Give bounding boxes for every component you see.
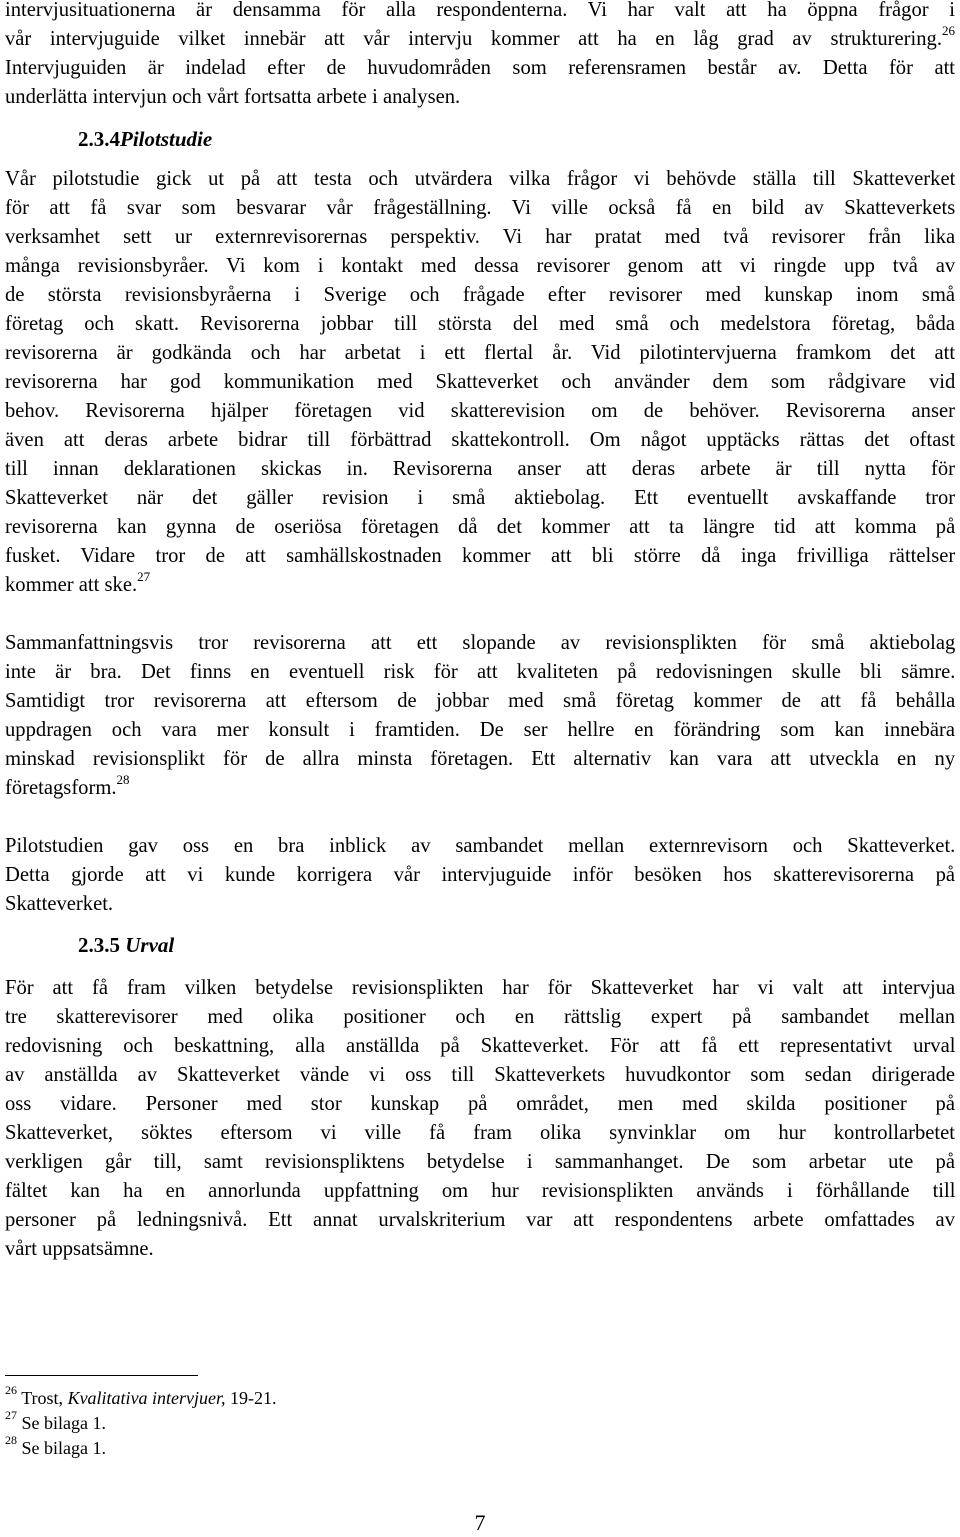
text-line: intervjusituationerna är densamma för alla respondenterna. Vi har valt att ha öppna frågor i [5, 0, 955, 21]
text-line: av anställda av Skatteverket vände vi oss till Skatteverkets huvudkontor som sedan dirigerade [5, 1064, 956, 1086]
text-line: Skatteverket när det gäller revision i små aktiebolag. Ett eventuellt avskaffande tror [5, 487, 956, 509]
text-line: företagsform.$^{28}$ [5, 772, 130, 799]
text-line: många revisionsbyråer. Vi kom i kontakt med dessa revisorer genom att vi ringde upp två av [5, 255, 956, 277]
urval-paragraph [5, 974, 955, 1264]
footnote-separator [5, 1375, 198, 1376]
text-line: uppdragen och vara mer konsult i framtiden. De ser hellre en förändring som kan innebära [5, 719, 955, 741]
section-heading-2-3-5 [78, 931, 174, 960]
text-line: revisorerna har god kommunikation med Skatteverket och använder dem som rådgivare vid [5, 371, 956, 393]
text-line: även att deras arbete bidrar till förbättrad skattekontroll. Om något upptäcks rättas det oftast [5, 429, 956, 451]
text-line: Skatteverket, söktes eftersom vi ville få fram olika synvinklar om hur kontrollarbetet [5, 1122, 955, 1144]
text-line: Samtidigt tror revisorerna att eftersom de jobbar med små företag kommer de att få behålla [5, 690, 956, 712]
pilotstudie-paragraph [5, 165, 955, 600]
text-line: vår intervjuguide vilket innebär att vår intervju kommer att ha en låg grad av strukturering.$^{26}$ [5, 23, 955, 50]
footnote-ref-27: 27 [137, 569, 151, 585]
text-line: För att få fram vilken betydelse revisionsplikten har för Skatteverket har vi valt att intervjua [5, 977, 956, 999]
footnote-number: 28 [5, 1433, 17, 1447]
text-line: fusket. Vidare tror de att samhällskostnaden kommer att bli större då inga frivilliga rättelser [5, 545, 956, 567]
text-line: oss vidare. Personer med stor kunskap på området, men med skilda positioner på [5, 1093, 955, 1115]
text-line: fältet kan ha en annorlunda uppfattning om hur revisionsplikten används i förhållande till [5, 1180, 956, 1202]
section-number: 2.3.5 [78, 933, 120, 957]
text-line: behov. Revisorerna hjälper företagen vid skatterevision om de behöver. Revisorerna anser [5, 400, 955, 422]
text-line: för att få svar som besvarar vår frågeställning. Vi ville också få en bild av Skatteverkets [5, 197, 956, 219]
footnote-number: 26 [5, 1383, 17, 1397]
text-line: till innan deklarationen skickas in. Revisorerna anser att deras arbete är till nytta för [5, 458, 955, 480]
text-line: företag och skatt. Revisorerna jobbar till största del med små och medelstora företag, båda [5, 313, 955, 335]
text-line: redovisning och beskattning, alla anställda på Skatteverket. För att få ett representativt urval [5, 1035, 956, 1057]
text-line: underlätta intervjun och vårt fortsatta arbete i analysen. [5, 86, 461, 108]
text-line: vårt uppsatsämne. [5, 1238, 154, 1260]
footnote-number: 27 [5, 1408, 17, 1422]
footnote-ref-28: 28 [116, 772, 130, 788]
text-line: inte är bra. Det finns en eventuell risk för att kvaliteten på redovisningen skulle bli sämre. [5, 661, 956, 683]
section-heading-2-3-4 [78, 125, 212, 154]
text-line: verkligen går till, samt revisionspliktens betydelse i sammanhanget. De som arbetar ute på [5, 1151, 955, 1173]
text-line: Sammanfattningsvis tror revisorerna att ett slopande av revisionsplikten för små aktiebolag [5, 632, 956, 654]
footnotes [5, 1383, 277, 1461]
text-line: Vår pilotstudie gick ut på att testa och utvärdera vilka frågor vi behövde ställa till Skatteverket [5, 168, 956, 190]
footnote-26: $^{26}$ Trost, Kvalitativa intervjuer, 19-21. [5, 1383, 277, 1408]
page-number: 7 [474, 1510, 486, 1535]
text-line: Intervjuguiden är indelad efter de huvudområden som referensramen består av. Detta för att [5, 57, 956, 79]
section-number: 2.3.4 [78, 127, 120, 151]
sammanfattning-paragraph [5, 629, 955, 803]
text-line: Pilotstudien gav oss en bra inblick av sambandet mellan externrevisorn och Skatteverket. [5, 835, 956, 857]
text-line: de största revisionsbyråerna i Sverige och frågade efter revisorer med kunskap inom små [5, 284, 955, 306]
text-line: personer på ledningsnivå. Ett annat urvalskriterium var att respondentens arbete omfattades av [5, 1209, 955, 1231]
text-line: revisorerna kan gynna de oseriösa företagen då det kommer att ta längre tid att komma på [5, 516, 956, 538]
text-line: Detta gjorde att vi kunde korrigera vår intervjuguide inför besöken hos skatterevisorerna på [5, 864, 955, 886]
text-line: Skatteverket. [5, 893, 114, 915]
footnote-ref-26: 26 [942, 23, 955, 39]
text-line: verksamhet sett ur externrevisorernas perspektiv. Vi har pratat med två revisorer från lika [5, 226, 956, 248]
text-line: revisorerna är godkända och har arbetat i ett flertal år. Vid pilotintervjuerna framkom det att [5, 342, 956, 364]
intro-paragraph [5, 0, 955, 112]
text-line: minskad revisionsplikt för de allra minsta företagen. Ett alternativ kan vara att utveckla en ny [5, 748, 956, 770]
footnote-27: $^{27}$ Se bilaga 1. [5, 1408, 106, 1433]
footnote-28: $^{28}$ Se bilaga 1. [5, 1433, 106, 1458]
section-title: Urval [125, 933, 175, 957]
inblick-paragraph [5, 832, 955, 919]
text-line: tre skatterevisorer med olika positioner och en rättslig expert på sambandet mellan [5, 1006, 955, 1028]
section-title: Pilotstudie [120, 127, 213, 151]
text-line: kommer att ske.$^{27}$ [5, 569, 151, 596]
